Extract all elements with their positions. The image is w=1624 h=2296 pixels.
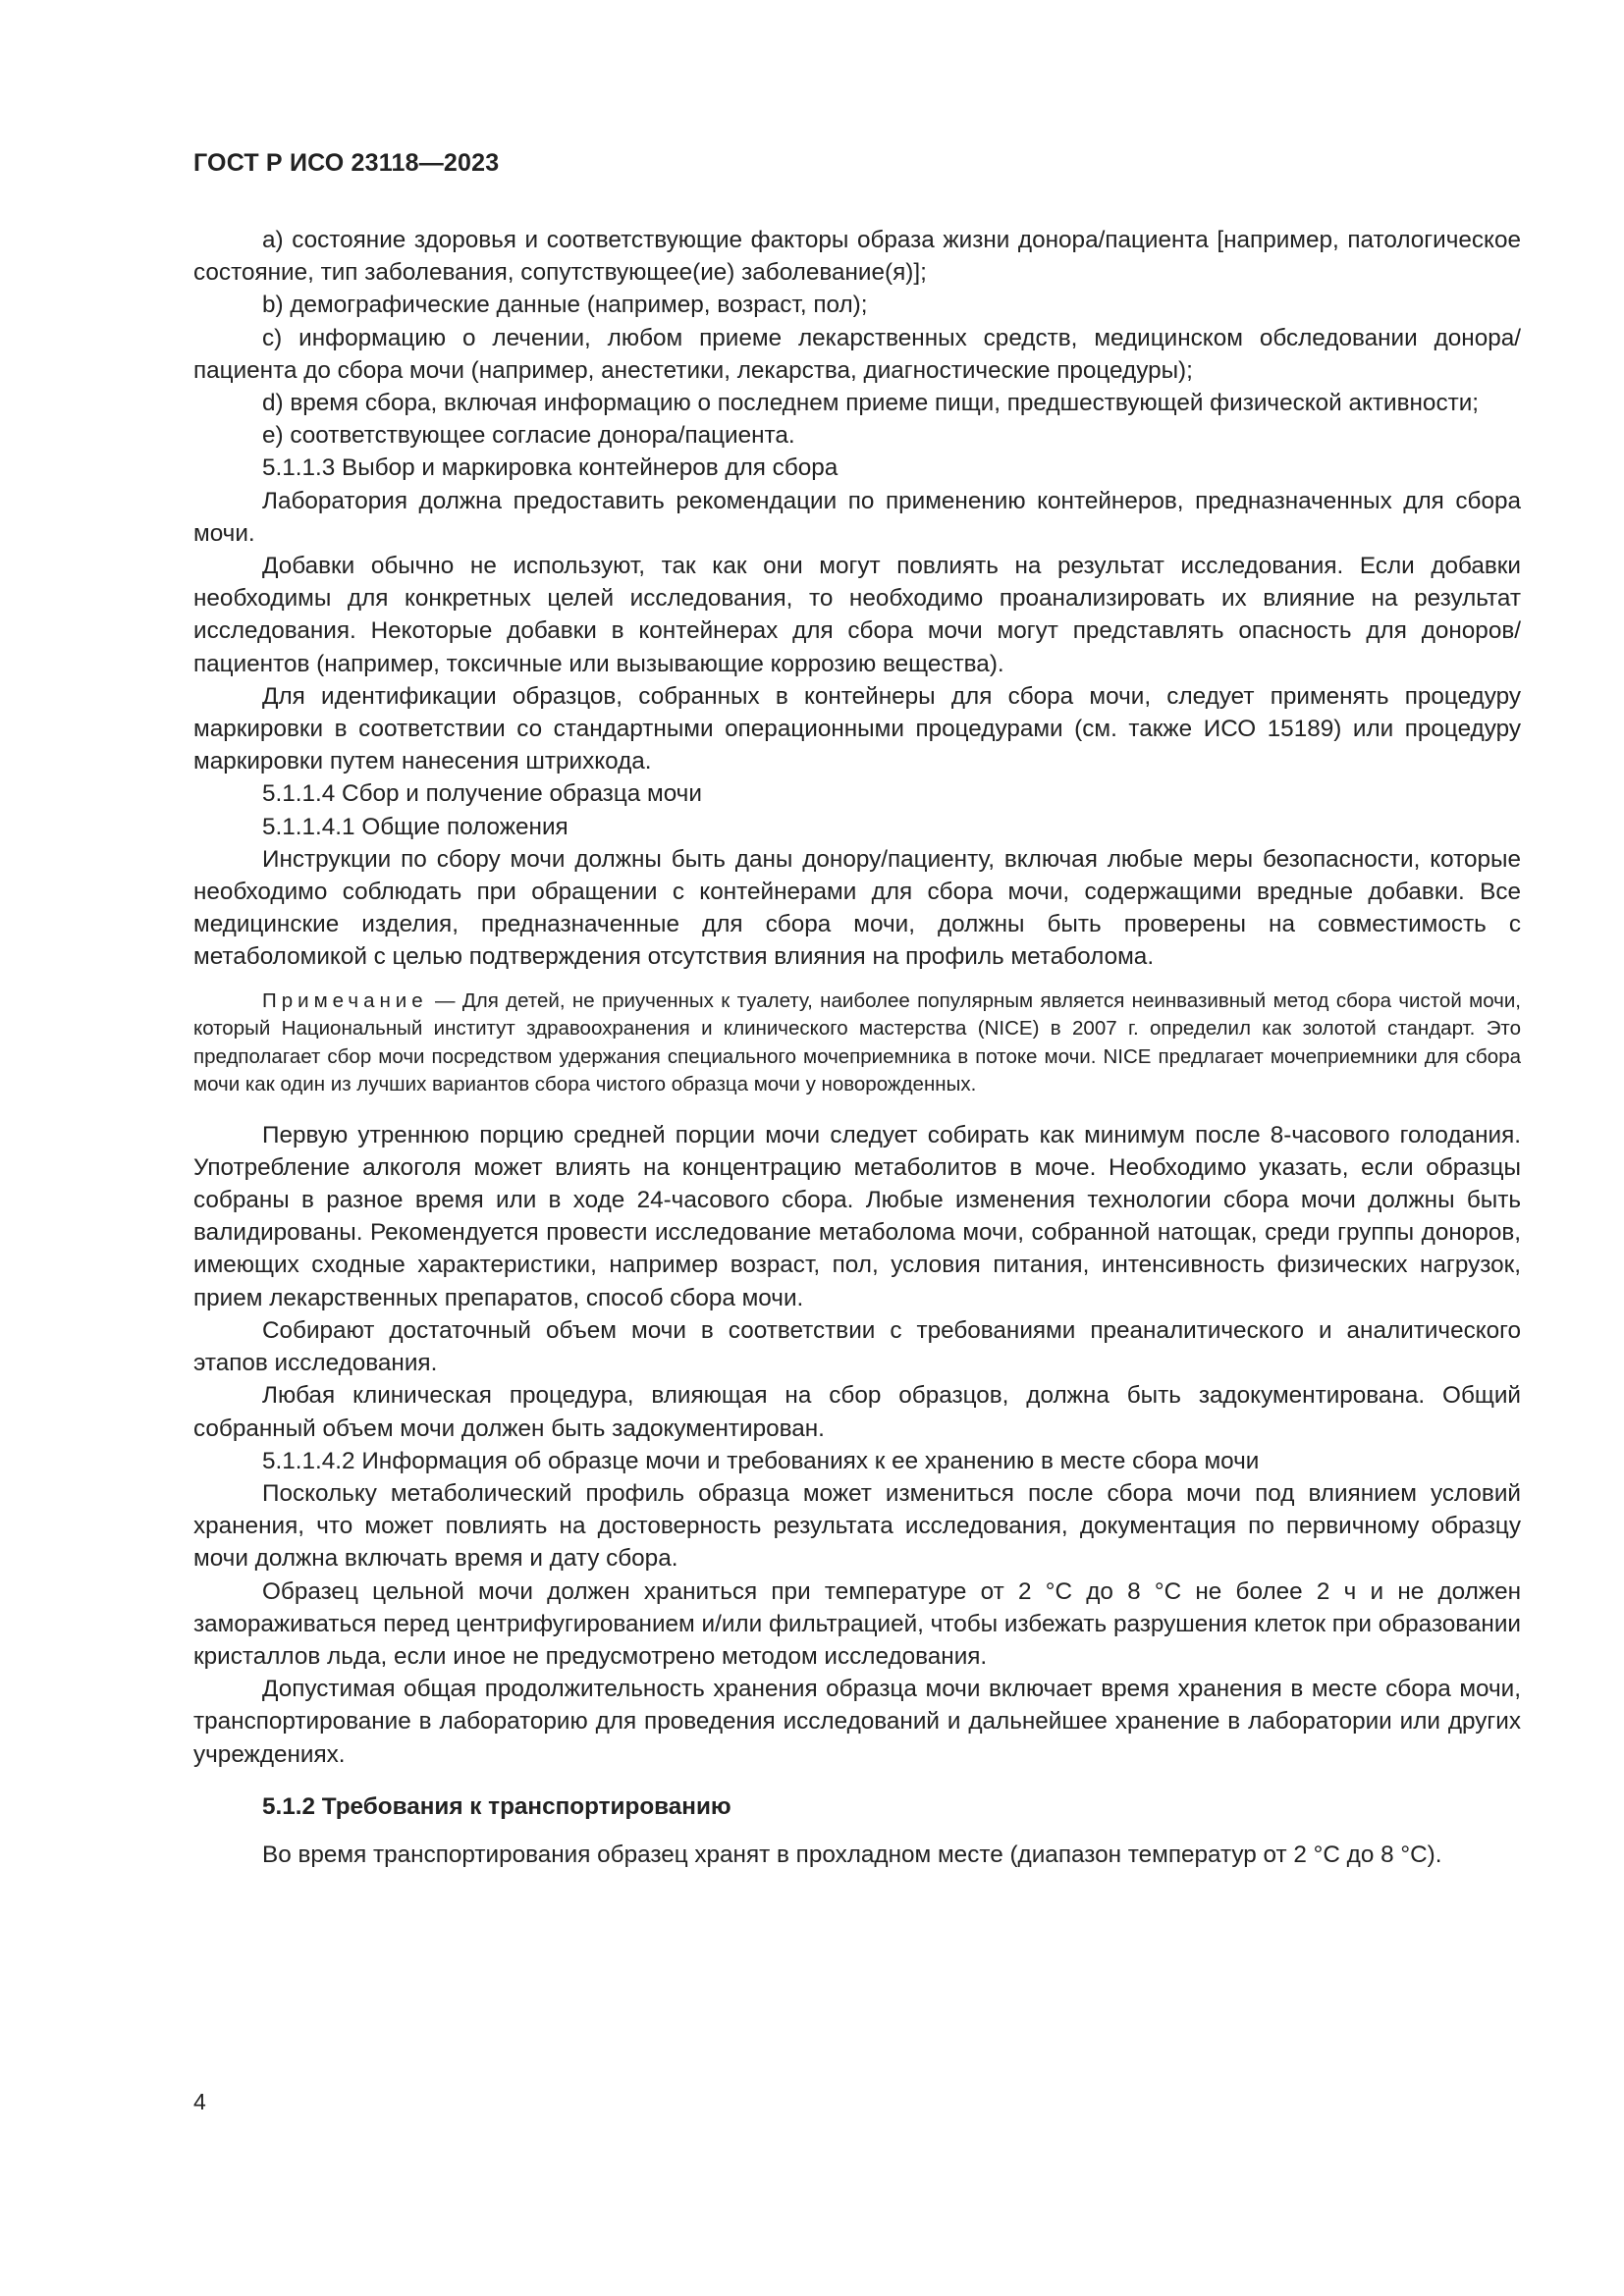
clause-heading-5-1-1-4: 5.1.1.4 Сбор и получение образца мочи <box>262 780 702 808</box>
body-paragraph: Добавки обычно не используют, так как они могут повлиять на результат исследования. Если добавки необходимы для конкретных целей исследования, то необходимо проанализировать их влияние на результат исследования. Некоторые добавки в контейнерах для сбора мочи могут представлять опасность для доноров/пациентов (например, токсичные или вызывающие коррозию вещества). <box>193 553 1521 677</box>
body-paragraph: Лаборатория должна предоставить рекомендации по применению контейнеров, предназначенных для сбора мочи. <box>193 487 1521 547</box>
note-text: — Для детей, не приученных к туалету, наиболее популярным является неинвазивный метод сбора чистой мочи, который Национальный институт здравоохранения и клинического мастерства (NICE) в 2007 г. определил как золотой стандарт. Это предполагает сбор мочи посредством удержания специального мочеприемника в потоке мочи. NICE предлагает мочеприемники для сбора мочи как один из лучших вариантов сбора чистого образца мочи у новорожденных. <box>193 988 1521 1096</box>
list-item-a: a) состояние здоровья и соответствующие факторы образа жизни донора/пациента [например, патологическое состояние, тип заболевания, сопутствующее(ие) заболевание(я)]; <box>193 227 1521 287</box>
note-label: Примечание <box>262 988 428 1012</box>
body-paragraph: Для идентификации образцов, собранных в контейнеры для сбора мочи, следует применять процедуру маркировки в соответствии со стандартными операционными процедурами (см. также ИСО 15189) или процедуру маркировки путем нанесения штрихкода. <box>193 682 1521 775</box>
body-paragraph: Допустимая общая продолжительность хранения образца мочи включает время хранения в месте сбора мочи, транспортирование в лабораторию для проведения исследований и дальнейшее хранение в лаборатории или других учреждениях. <box>193 1676 1521 1768</box>
list-item-e: e) соответствующее согласие донора/пациента. <box>262 422 795 450</box>
note-block <box>193 988 1521 1099</box>
body-paragraph: Образец цельной мочи должен храниться при температуре от 2 °C до 8 °C не более 2 ч и не должен замораживаться перед центрифугированием и/или фильтрацией, чтобы избежать разрушения клеток при образовании кристаллов льда, если иное не предусмотрено методом исследования. <box>193 1577 1521 1670</box>
body-paragraph: Первую утреннюю порцию средней порции мочи следует собирать как минимум после 8-часового голодания. Употребление алкоголя может влиять на концентрацию метаболитов в моче. Необходимо указать, если образцы собраны в разное время или в ходе 24-часового сбора. Любые изменения технологии сбора мочи должны быть валидированы. Рекомендуется провести исследование метаболома мочи, собранной натощак, среди группы доноров, имеющих сходные характеристики, например возраст, пол, условия питания, интенсивность физических нагрузок, прием лекарственных препаратов, способ сбора мочи. <box>193 1121 1521 1311</box>
body-paragraph: Любая клиническая процедура, влияющая на сбор образцов, должна быть задокументирована. Общий собранный объем мочи должен быть задокументирован. <box>193 1382 1521 1442</box>
list-item-d: d) время сбора, включая информацию о последнем приеме пищи, предшествующей физической активности; <box>262 390 1480 417</box>
clause-heading-5-1-1-4-1: 5.1.1.4.1 Общие положения <box>262 813 568 840</box>
document-code-header: ГОСТ Р ИСО 23118—2023 <box>193 149 500 177</box>
list-item-b: b) демографические данные (например, возраст, пол); <box>262 292 868 319</box>
body-paragraph: Поскольку метаболический профиль образца может измениться после сбора мочи под влиянием условий хранения, что может повлиять на достоверность результата исследования, документация по первичному образцу мочи должна включать время и дату сбора. <box>193 1479 1521 1573</box>
document-body <box>193 224 1521 1871</box>
body-paragraph: Собирают достаточный объем мочи в соответствии с требованиями преаналитического и аналитического этапов исследования. <box>193 1316 1521 1377</box>
body-paragraph: Инструкции по сбору мочи должны быть даны донору/пациенту, включая любые меры безопасности, которые необходимо соблюдать при обращении с контейнерами для сбора мочи, содержащими вредные добавки. Все медицинские изделия, предназначенные для сбора мочи, должны быть проверены на совместимость с метаболомикой с целью подтверждения отсутствия влияния на профиль метаболома. <box>193 845 1521 971</box>
body-paragraph: Во время транспортирования образец хранят в прохладном месте (диапазон температур от 2 °C до 8 °C). <box>262 1841 1442 1868</box>
section-heading-5-1-2: 5.1.2 Требования к транспортированию <box>262 1792 731 1820</box>
clause-heading-5-1-1-4-2: 5.1.1.4.2 Информация об образце мочи и требованиях к ее хранению в месте сбора мочи <box>262 1447 1260 1474</box>
list-item-c: c) информацию о лечении, любом приеме лекарственных средств, медицинском обследовании донора/пациента до сбора мочи (например, анестетики, лекарства, диагностические процедуры); <box>193 324 1521 384</box>
clause-heading-5-1-1-3: 5.1.1.3 Выбор и маркировка контейнеров для сбора <box>262 454 839 482</box>
page-number: 4 <box>193 2089 206 2114</box>
